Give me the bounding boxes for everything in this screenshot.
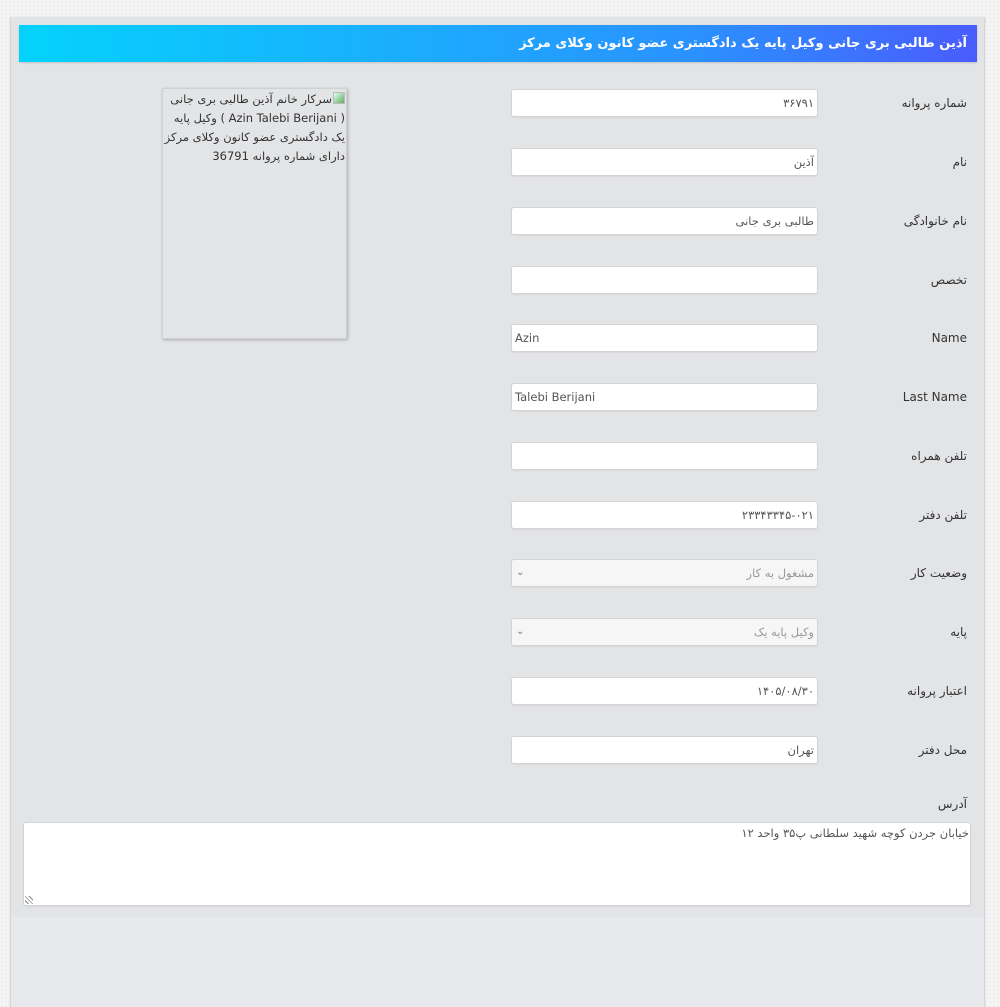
photo-alt-text: سرکار خانم آذین طالبی بری جانی ( Azin Talebi Berijani ) وکیل پایه یک دادگستری عضو کانون وکلای مرکز دارای شماره پروانه 36791 (164, 92, 345, 163)
field-row-license-number (11, 88, 984, 118)
license-number-input[interactable]: ۳۶۷۹۱ (511, 89, 818, 117)
license-validity-label: اعتبار پروانه (907, 684, 967, 698)
last-name-en-label: Last Name (902, 390, 967, 404)
grade-value: وکیل پایه یک (753, 625, 814, 639)
field-row-last-name-fa (11, 206, 984, 236)
work-status-select[interactable] (511, 559, 818, 587)
field-row-office-location (11, 735, 984, 765)
field-row-license-validity (11, 676, 984, 706)
page-title: آذین طالبی بری جانی وکیل پایه یک دادگستری عضو کانون وکلای مرکز (19, 25, 977, 62)
work-status-label: وضعیت کار (910, 566, 967, 580)
field-row-office-phone (11, 500, 984, 530)
field-row-work-status (11, 558, 984, 588)
grade-label: پایه (950, 625, 967, 639)
name-en-input[interactable]: Azin (511, 324, 818, 352)
first-name-input[interactable]: آذین (511, 148, 818, 176)
mobile-label: تلفن همراه (911, 449, 967, 463)
mobile-input[interactable] (511, 442, 818, 470)
field-row-name-en (11, 323, 984, 353)
field-row-last-name-en (11, 382, 984, 412)
work-status-value: مشغول به کار (746, 566, 814, 580)
license-validity-input[interactable]: ۱۴۰۵/۰۸/۳۰ (511, 677, 818, 705)
grade-select[interactable] (511, 618, 818, 646)
office-location-label: محل دفتر (918, 743, 967, 757)
profile-panel-body (11, 17, 984, 917)
address-textarea[interactable] (23, 822, 971, 906)
field-row-mobile (11, 441, 984, 471)
field-row-specialty (11, 265, 984, 295)
chevron-down-icon: ⌄ (516, 567, 525, 578)
field-row-first-name (11, 147, 984, 177)
first-name-label: نام (952, 155, 967, 169)
profile-panel (10, 17, 985, 1007)
last-name-fa-input[interactable]: طالبی بری جانی (511, 207, 818, 235)
address-label: آدرس (937, 797, 967, 811)
address-value: خیابان جردن کوچه شهید سلطانی پ۳۵ واحد ۱۲ (741, 826, 969, 840)
office-location-input[interactable]: تهران (511, 736, 818, 764)
office-phone-label: تلفن دفتر (919, 508, 967, 522)
office-phone-input[interactable]: ۲۳۳۴۳۳۴۵-۰۲۱ (511, 501, 818, 529)
name-en-label: Name (931, 331, 967, 345)
license-number-label: شماره پروانه (901, 96, 967, 110)
chevron-down-icon: ⌄ (516, 626, 525, 637)
field-row-grade (11, 617, 984, 647)
specialty-input[interactable] (511, 266, 818, 294)
resize-handle-icon[interactable] (25, 896, 33, 904)
last-name-en-input[interactable]: Talebi Berijani (511, 383, 818, 411)
last-name-fa-label: نام خانوادگی (903, 214, 967, 228)
specialty-label: تخصص (930, 273, 967, 287)
